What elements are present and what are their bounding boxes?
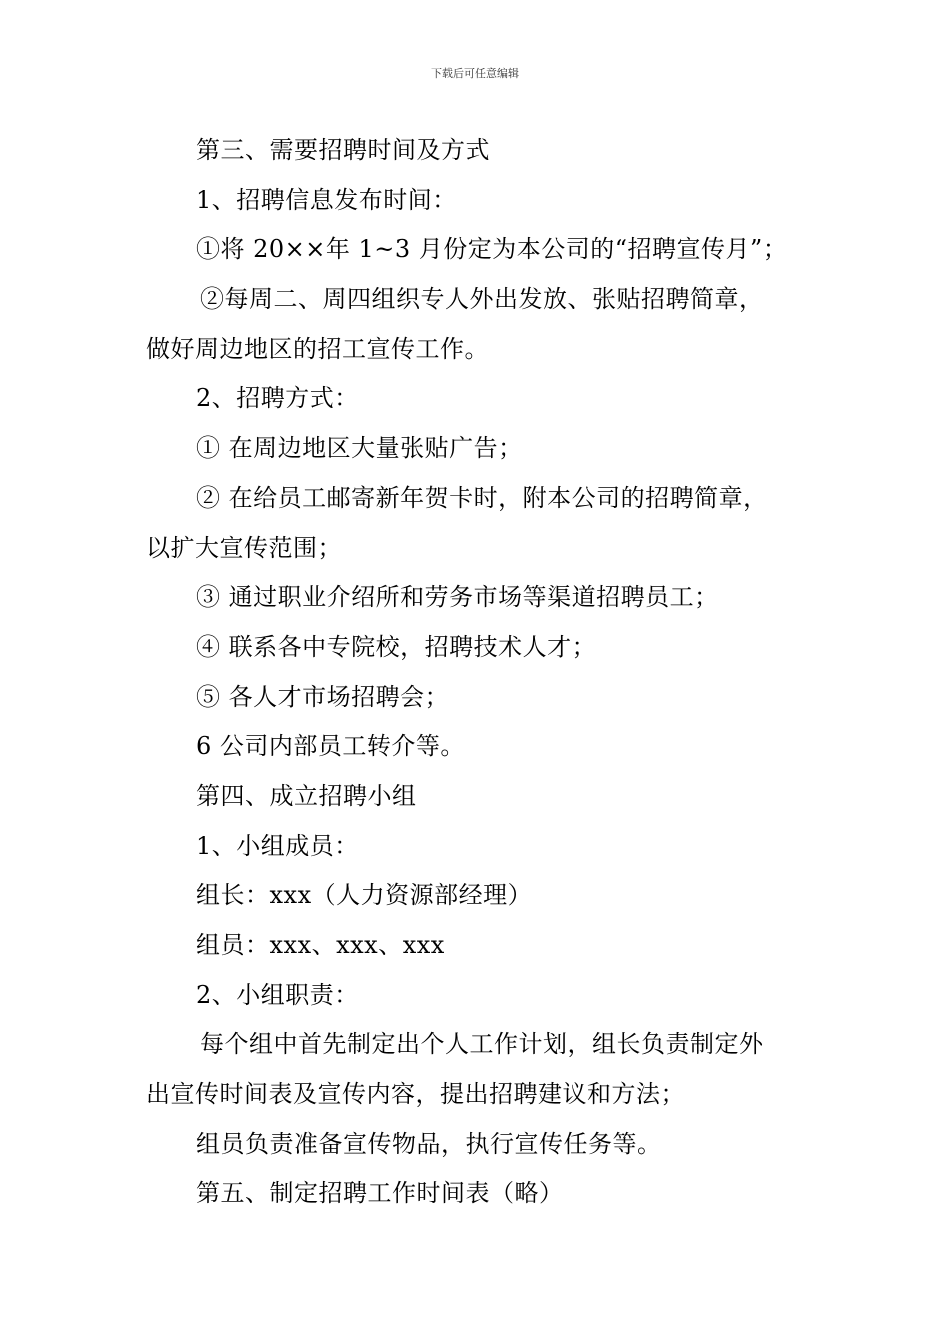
text-line: 每个组中首先制定出个人工作计划，组长负责制定外 — [200, 1030, 764, 1059]
page-header: 下载后可任意编辑 — [431, 67, 519, 80]
text-line: 出宣传时间表及宣传内容，提出招聘建议和方法； — [146, 1080, 685, 1109]
section-heading-4: 第四、成立招聘小组 — [196, 781, 417, 810]
text-line: ②每周二、周四组织专人外出发放、张贴招聘简章， — [200, 285, 764, 314]
text-line: 组员：xxx、xxx、xxx — [196, 931, 445, 959]
text-line: ③ 通过职业介绍所和劳务市场等渠道招聘员工； — [196, 583, 719, 612]
text-line: ①将 20××年 1~3 月份定为本公司的“招聘宣传月”； — [196, 235, 788, 264]
text-line: 以扩大宣传范围； — [146, 533, 342, 562]
text-line: 组长：xxx（人力资源部经理） — [196, 881, 533, 910]
text-line: ④ 联系各中专院校，招聘技术人才； — [196, 632, 597, 661]
text-line: 2、小组职责： — [196, 980, 359, 1009]
text-line: ② 在给员工邮寄新年贺卡时，附本公司的招聘简章， — [196, 483, 768, 512]
section-heading-3: 第三、需要招聘时间及方式 — [196, 136, 490, 164]
text-line: 1、小组成员： — [196, 831, 359, 860]
text-line: 2、招聘方式： — [196, 384, 359, 413]
text-line: ⑤ 各人才市场招聘会； — [196, 682, 450, 711]
section-heading-5: 第五、制定招聘工作时间表（略） — [196, 1179, 564, 1208]
text-line: 组员负责准备宣传物品，执行宣传任务等。 — [196, 1129, 662, 1158]
text-line: 1、招聘信息发布时间： — [196, 185, 457, 214]
document-body — [146, 126, 816, 1219]
text-line: 做好周边地区的招工宣传工作。 — [146, 334, 489, 363]
text-line: 6 公司内部员工转介等。 — [196, 732, 465, 761]
text-line: ① 在周边地区大量张贴广告； — [196, 434, 523, 463]
